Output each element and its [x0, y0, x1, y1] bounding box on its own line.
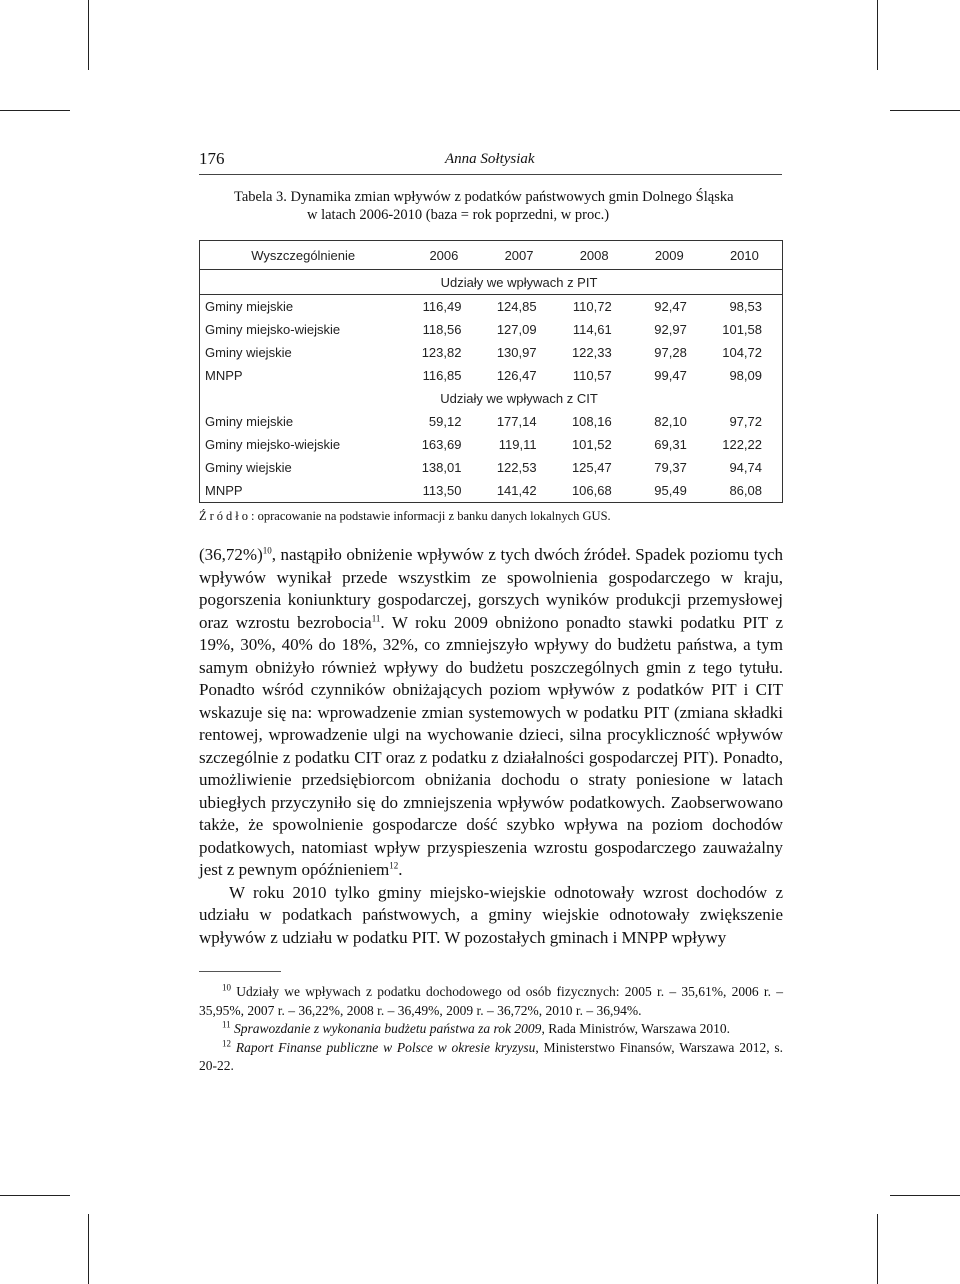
- value-cell: 127,09: [496, 322, 537, 337]
- caption-line-1: Tabela 3. Dynamika zmian wpływów z podatków państwowych gmin Dolnego Śląska: [234, 189, 734, 205]
- value-cell: 101,52: [571, 437, 612, 452]
- value-cell: 104,72: [722, 345, 762, 360]
- footnote-ref: 10: [262, 545, 272, 556]
- footnote-text: , Ministerstwo Finansów, Warszawa 2012, s. 20-22.: [199, 1039, 784, 1073]
- table-row: [200, 341, 783, 364]
- table-row: [200, 433, 783, 456]
- table-row: [200, 479, 783, 503]
- data-table: [199, 240, 783, 503]
- value-cell: 106,68: [571, 483, 612, 498]
- value-cell: 118,56: [422, 322, 462, 337]
- row-label: Gminy miejsko-wiejskie: [205, 437, 341, 452]
- value-cell: 110,57: [572, 368, 612, 383]
- value-cell: 99,47: [654, 368, 687, 383]
- caption-line-2: w latach 2006-2010 (baza = rok poprzedni, w proc.): [307, 207, 610, 223]
- table-source: [199, 509, 611, 524]
- value-cell: 177,14: [496, 414, 537, 429]
- value-cell: 124,85: [496, 299, 537, 314]
- text-run: . W roku 2009 obniżono ponadto stawki podatku PIT z 19%, 30%, 40% do 18%, 32%, co zmniejszyło wpływy do budżetu państwa, a tym samym obniżyło również wpływy do budżetu poszczególnych gmin z tego tytułu. Ponadto wśród czynników obniżających poziom wpływów z podatków PIT i CIT wskazuje się na: wprowadzenie zmian systemowych w podatku PIT (zmiana składki rentowej, wprowadzenie ulgi na wychowanie dzieci, silna procykliczność wpływów szczególnie z podatku CIT oraz z podatku z działalności gospodarczej PIT). Ponadto, umożliwienie przedsiębiorcom obniżania dochodu o straty poniesione w latach ubiegłych przyczyniło się do zmniejszenia wpływów podatkowych. Zaobserwowano także, że spowolnienie gospodarcze dość szybko wpływa na poziom dochodów podatkowych, natomiast wpływ przyspieszenia wzrostu gospodarczego zauważalny jest z pewnym opóźnieniem: [199, 612, 783, 879]
- value-cell: 59,12: [428, 414, 462, 429]
- crop-mark: [877, 0, 878, 70]
- section-title: Udziały we wpływach z CIT: [440, 391, 598, 406]
- value-cell: 138,01: [421, 460, 462, 475]
- paragraph: [199, 544, 783, 882]
- empty-cell: [632, 387, 783, 410]
- section-header-row: [200, 270, 783, 295]
- value-cell: 113,50: [422, 483, 462, 498]
- value-cell: 101,58: [722, 322, 762, 337]
- footnote-ref: 12: [389, 860, 399, 871]
- row-label: Gminy miejskie: [205, 299, 294, 314]
- paragraph: W roku 2010 tylko gminy miejsko-wiejskie odnotowały wzrost dochodów z udziału w podatkach państwowych, a gminy wiejskie odnotowały zwiększenie wpływów z udziału w podatku PIT. W pozostałych gminach i MNPP wpływy: [199, 882, 783, 947]
- page-number: 176: [199, 149, 225, 168]
- row-label: Gminy wiejskie: [205, 345, 292, 360]
- footnote-text: Udziały we wpływach z podatku dochodowego od osób fizycznych: 2005 r. – 35,61%, 2006 r. – 35,95%, 2007 r. – 36,22%, 2008 r. – 36,49%, 2009 r. – 36,72%, 2010 r. – 36,94%.: [199, 984, 783, 1018]
- footnote-number: 12: [222, 1038, 231, 1048]
- value-cell: 116,85: [422, 368, 462, 383]
- header-cell: 2009: [632, 241, 707, 270]
- footnote-text: , Rada Ministrów, Warszawa 2010.: [541, 1021, 731, 1036]
- footnote-title: Sprawozdanie z wykonania budżetu państwa za rok 2009: [234, 1021, 542, 1036]
- crop-mark: [890, 1195, 960, 1196]
- row-label: MNPP: [205, 368, 243, 383]
- value-cell: 69,31: [654, 437, 687, 452]
- running-head-author: Anna Sołtysiak: [445, 151, 535, 167]
- row-label: Gminy wiejskie: [205, 460, 292, 475]
- table-row: [200, 456, 783, 479]
- section-header-row: [200, 387, 783, 410]
- row-label: Gminy miejsko-wiejskie: [205, 322, 341, 337]
- value-cell: 108,16: [571, 414, 612, 429]
- header-cell: 2007: [481, 241, 556, 270]
- value-cell: 79,37: [654, 460, 687, 475]
- body-text: [199, 544, 783, 949]
- value-cell: 119,11: [498, 437, 537, 452]
- value-cell: 95,49: [654, 483, 687, 498]
- header-cell: 2006: [406, 241, 481, 270]
- footnotes: [199, 983, 783, 1076]
- value-cell: 116,49: [422, 299, 462, 314]
- footnote-number: 10: [222, 982, 231, 993]
- value-cell: 94,74: [729, 460, 762, 475]
- text-run: (36,72%): [199, 545, 263, 564]
- empty-cell: [632, 270, 783, 295]
- empty-cell: [200, 270, 407, 295]
- crop-mark: [890, 110, 960, 111]
- value-cell: 114,61: [572, 322, 612, 337]
- value-cell: 97,28: [654, 345, 687, 360]
- value-cell: 141,42: [496, 483, 537, 498]
- value-cell: 122,22: [722, 437, 762, 452]
- header-cell: 2010: [707, 241, 783, 270]
- footnote-10: [199, 983, 783, 1020]
- section-title: Udziały we wpływach z PIT: [406, 270, 631, 295]
- value-cell: 92,47: [654, 299, 687, 314]
- table-row: [200, 318, 783, 341]
- value-cell: 125,47: [571, 460, 612, 475]
- value-cell: 110,72: [572, 299, 612, 314]
- footnote-rule: [199, 971, 281, 972]
- row-label: MNPP: [205, 483, 243, 498]
- crop-mark: [88, 0, 89, 70]
- empty-cell: [200, 387, 407, 410]
- value-cell: 163,69: [421, 437, 462, 452]
- footnote-12: [199, 1039, 783, 1076]
- footnote-11: [199, 1020, 783, 1039]
- table-caption: [234, 188, 734, 224]
- value-cell: 97,72: [729, 414, 762, 429]
- crop-mark: [0, 110, 70, 111]
- text-run: , nastąpiło obniżenie wpływów z tych dwóch źródeł. Spadek poziomu tych wpływów wynikał przede wszystkim ze spowolnienia gospodarczego w kraju, pogorszenia koniunktury gospodarczej, gorszych wyników produkcji przemysłowej oraz wzrostu bezrobocia: [199, 545, 783, 632]
- row-label: Gminy miejskie: [205, 414, 294, 429]
- value-cell: 92,97: [654, 322, 687, 337]
- value-cell: 82,10: [654, 414, 687, 429]
- value-cell: 130,97: [496, 345, 537, 360]
- value-cell: 98,09: [729, 368, 762, 383]
- source-text: : opracowanie na podstawie informacji z banku danych lokalnych GUS.: [251, 509, 611, 523]
- table-header-row: [200, 241, 783, 270]
- value-cell: 123,82: [421, 345, 462, 360]
- footnote-title: Raport Finanse publiczne w Polsce w okresie kryzysu: [235, 1039, 536, 1055]
- crop-mark: [0, 1195, 70, 1196]
- table-row: [200, 295, 783, 319]
- crop-mark: [877, 1214, 878, 1284]
- table-row: [200, 410, 783, 433]
- text-run: .: [398, 860, 403, 879]
- value-cell: 122,53: [496, 460, 537, 475]
- footnote-ref: 11: [371, 612, 381, 623]
- header-cell: Wyszczególnienie: [200, 241, 407, 270]
- header-rule: [199, 174, 782, 175]
- value-cell: 122,33: [571, 345, 612, 360]
- value-cell: 126,47: [496, 368, 537, 383]
- header-cell: 2008: [557, 241, 632, 270]
- value-cell: 86,08: [729, 483, 762, 498]
- table-row: [200, 364, 783, 387]
- source-label: Źródło: [199, 509, 252, 523]
- value-cell: 98,53: [729, 299, 762, 314]
- footnote-number: 11: [222, 1019, 231, 1030]
- crop-mark: [88, 1214, 89, 1284]
